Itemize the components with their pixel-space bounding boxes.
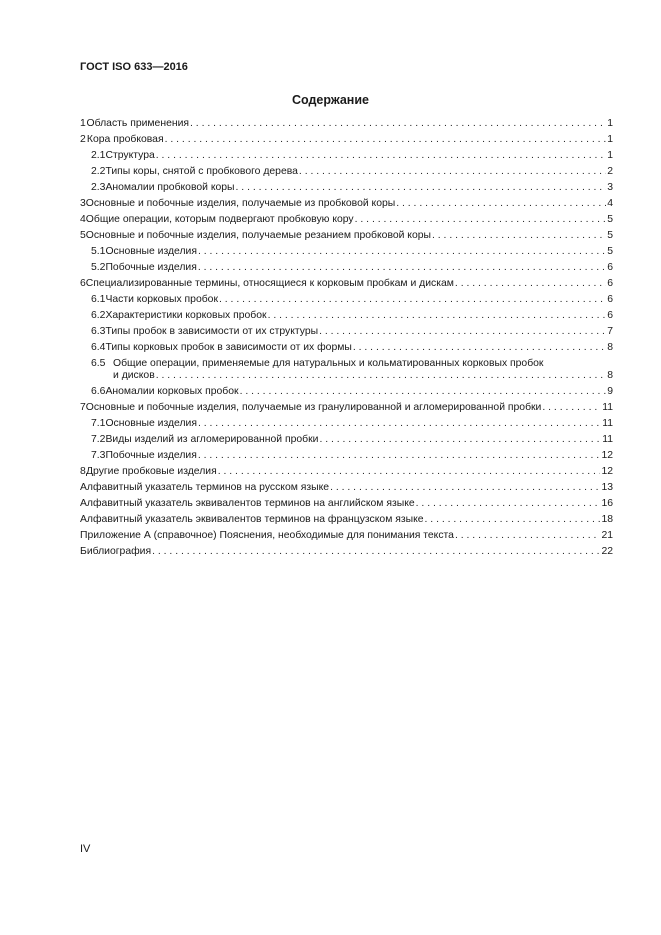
toc-entry[interactable] <box>80 134 613 150</box>
toc-entry-row <box>91 418 613 430</box>
toc-entry-number: 2.2 <box>91 166 106 177</box>
toc-entry-title: Аномалии пробковой коры <box>105 182 235 193</box>
toc-leader-dots <box>198 246 606 258</box>
toc-entry-page: 9 <box>607 386 613 397</box>
toc-leader-dots <box>455 278 606 290</box>
toc-leader-dots <box>152 546 600 558</box>
toc-entry-page: 22 <box>601 546 613 557</box>
toc-leader-dots <box>236 182 607 194</box>
toc-entry-row <box>80 230 613 242</box>
toc-entry-title: Структура <box>105 150 155 161</box>
toc-entry-page: 16 <box>601 498 613 509</box>
toc-entry-title: Побочные изделия <box>105 262 197 273</box>
toc-entry-number: 7.3 <box>91 450 106 461</box>
toc-entry-number: 6.6 <box>91 386 106 397</box>
toc-entry[interactable] <box>80 466 613 482</box>
toc-entry[interactable] <box>80 358 613 386</box>
toc-leader-dots <box>198 262 606 274</box>
toc-entry-row <box>91 166 613 178</box>
toc-leader-dots <box>190 118 606 130</box>
toc-entry-number: 7 <box>80 402 86 413</box>
toc-entry[interactable] <box>80 514 613 530</box>
toc-entry[interactable] <box>80 450 613 466</box>
toc-entry-page: 1 <box>607 118 613 129</box>
toc-entry-number: 5 <box>80 230 86 241</box>
toc-title: Содержание <box>291 93 369 107</box>
toc-leader-dots <box>353 342 606 354</box>
toc-entry-title: Библиография <box>80 546 152 557</box>
toc-entry-title: Другие пробковые изделия <box>86 466 217 477</box>
toc-entry[interactable] <box>80 386 613 402</box>
toc-entry-page: 5 <box>607 246 613 257</box>
toc-entry-page: 18 <box>601 514 613 525</box>
toc-entry-row <box>80 214 613 226</box>
toc-leader-dots <box>219 294 606 306</box>
toc-leader-dots <box>165 134 607 146</box>
toc-entry-title: Характеристики корковых пробок <box>105 310 267 321</box>
toc-leader-dots <box>198 418 601 430</box>
toc-entry-number: 2.3 <box>91 182 106 193</box>
toc-entry-row <box>80 498 613 510</box>
toc-entry-row <box>91 150 613 162</box>
toc-entry-row <box>91 434 613 446</box>
toc-leader-dots <box>319 326 606 338</box>
toc-entry-row <box>91 342 613 354</box>
toc-entry[interactable] <box>80 278 613 294</box>
toc-entry-number: 7.2 <box>91 434 106 445</box>
toc-entry-title: Основные и побочные изделия, получаемые из пробковой коры <box>85 198 396 209</box>
toc-entry-number: 6 <box>80 278 86 289</box>
toc-entry-title: Общие операции, которым подвергают пробковую кору <box>85 214 354 225</box>
table-of-contents <box>80 118 613 562</box>
toc-entry[interactable] <box>80 166 613 182</box>
toc-entry-row <box>91 294 613 306</box>
toc-entry[interactable] <box>80 150 613 166</box>
toc-entry-page: 6 <box>607 278 613 289</box>
toc-entry-title: Алфавитный указатель эквивалентов терминов на английском языке <box>80 498 415 509</box>
toc-entry-page: 8 <box>607 342 613 353</box>
toc-entry-title-continued: и дисков <box>113 370 155 381</box>
toc-entry[interactable] <box>80 434 613 450</box>
toc-entry-title: Кора пробковая <box>86 134 164 145</box>
toc-leader-dots <box>268 310 607 322</box>
toc-entry-line2 <box>91 370 613 382</box>
toc-entry[interactable] <box>80 246 613 262</box>
toc-entry-page: 6 <box>607 310 613 321</box>
toc-entry-page: 4 <box>607 198 613 209</box>
toc-entry-row <box>80 198 613 210</box>
toc-leader-dots <box>156 370 607 382</box>
toc-entry[interactable] <box>80 262 613 278</box>
toc-entry-page: 5 <box>607 230 613 241</box>
toc-entry-page: 1 <box>607 134 613 145</box>
toc-entry-row <box>80 466 613 478</box>
toc-leader-dots <box>432 230 606 242</box>
toc-entry[interactable] <box>80 418 613 434</box>
toc-entry-title: Части корковых пробок <box>105 294 218 305</box>
toc-entry[interactable] <box>80 546 613 562</box>
toc-entry-number: 6.3 <box>91 326 106 337</box>
toc-entry-title: Специализированные термины, относящиеся к корковым пробкам и дискам <box>85 278 454 289</box>
toc-entry-row <box>80 134 613 146</box>
toc-entry-title: Основные изделия <box>105 418 197 429</box>
toc-entry-row <box>91 326 613 338</box>
toc-entry-row <box>80 278 613 290</box>
toc-entry-row <box>80 530 613 542</box>
toc-leader-dots <box>198 450 601 462</box>
toc-leader-dots <box>396 198 606 210</box>
toc-entry-page: 12 <box>601 450 613 461</box>
toc-leader-dots <box>455 530 600 542</box>
toc-entry-number: 6.4 <box>91 342 106 353</box>
toc-entry[interactable] <box>80 326 613 342</box>
toc-entry[interactable] <box>80 198 613 214</box>
toc-entry-number: 3 <box>80 198 86 209</box>
toc-leader-dots <box>218 466 601 478</box>
toc-entry-page: 13 <box>601 482 613 493</box>
toc-entry-page: 21 <box>601 530 613 541</box>
toc-entry-page: 5 <box>607 214 613 225</box>
toc-entry-title: Основные и побочные изделия, получаемые резанием пробковой коры <box>85 230 431 241</box>
toc-entry-number: 4 <box>80 214 86 225</box>
toc-entry-title: Основные изделия <box>105 246 197 257</box>
toc-entry[interactable] <box>80 310 613 326</box>
toc-entry-title: Побочные изделия <box>105 450 197 461</box>
toc-entry-page: 11 <box>602 402 613 413</box>
toc-entry[interactable] <box>80 214 613 230</box>
toc-leader-dots <box>416 498 601 510</box>
toc-entry[interactable] <box>80 342 613 358</box>
toc-entry-title: Типы пробок в зависимости от их структуры <box>105 326 319 337</box>
toc-entry-page: 3 <box>607 182 613 193</box>
toc-entry-row <box>80 482 613 494</box>
toc-entry-number: 6.5 <box>91 358 106 369</box>
toc-entry[interactable] <box>80 530 613 546</box>
toc-leader-dots <box>240 386 607 398</box>
toc-entry-row <box>91 262 613 274</box>
toc-entry-title: Типы корковых пробок в зависимости от их формы <box>105 342 352 353</box>
toc-entry[interactable] <box>80 482 613 498</box>
toc-entry-number: 6.1 <box>91 294 106 305</box>
toc-entry-number: 5.2 <box>91 262 106 273</box>
page-number: IV <box>80 843 91 855</box>
toc-entry-title: Алфавитный указатель терминов на русском языке <box>80 482 330 493</box>
toc-entry-number: 2 <box>80 134 86 145</box>
toc-leader-dots <box>330 482 600 494</box>
toc-entry-line1 <box>91 358 613 370</box>
toc-entry-title: Приложение А (справочное) Пояснения, необходимые для понимания текста <box>80 530 454 541</box>
toc-entry-page: 6 <box>607 262 613 273</box>
toc-entry-row <box>91 182 613 194</box>
toc-leader-dots <box>425 514 601 526</box>
toc-entry-page: 2 <box>607 166 613 177</box>
toc-entry-row <box>80 402 613 414</box>
toc-entry-title: Область применения <box>86 118 190 129</box>
toc-entry-row <box>91 450 613 462</box>
toc-entry-row <box>80 118 613 130</box>
toc-entry-number: 6.2 <box>91 310 106 321</box>
toc-entry-title: Виды изделий из агломерированной пробки <box>105 434 319 445</box>
toc-entry-page: 7 <box>607 326 613 337</box>
toc-entry-row <box>91 386 613 398</box>
toc-entry-row <box>91 246 613 258</box>
toc-leader-dots <box>299 166 606 178</box>
toc-entry-page: 6 <box>607 294 613 305</box>
toc-entry-page: 8 <box>607 370 613 381</box>
document-id: ГОСТ ISO 633—2016 <box>80 61 188 73</box>
toc-entry[interactable] <box>80 230 613 246</box>
toc-leader-dots <box>355 214 607 226</box>
toc-entry[interactable] <box>80 118 613 134</box>
toc-entry[interactable] <box>80 182 613 198</box>
toc-entry[interactable] <box>80 498 613 514</box>
toc-entry-number: 8 <box>80 466 86 477</box>
toc-entry-title: Аномалии корковых пробок <box>105 386 239 397</box>
toc-entry[interactable] <box>80 402 613 418</box>
toc-entry-page: 11 <box>602 434 613 445</box>
toc-entry-number: 1 <box>80 118 86 129</box>
toc-entry-title: Общие операции, применяемые для натуральных и кольматированных корковых пробок <box>113 358 544 369</box>
toc-entry-row <box>80 546 613 558</box>
toc-entry-number: 2.1 <box>91 150 106 161</box>
toc-entry-title: Основные и побочные изделия, получаемые из гранулированной и агломерированной пробки <box>85 402 542 413</box>
toc-leader-dots <box>542 402 601 414</box>
toc-entry-title: Типы коры, снятой с пробкового дерева <box>105 166 298 177</box>
toc-entry-title: Алфавитный указатель эквивалентов терминов на французском языке <box>80 514 424 525</box>
toc-entry-row <box>91 310 613 322</box>
toc-leader-dots <box>319 434 601 446</box>
toc-entry-page: 11 <box>602 418 613 429</box>
toc-leader-dots <box>156 150 606 162</box>
toc-entry-number: 5.1 <box>91 246 106 257</box>
toc-entry[interactable] <box>80 294 613 310</box>
toc-entry-row <box>80 514 613 526</box>
toc-entry-page: 12 <box>601 466 613 477</box>
toc-entry-page: 1 <box>607 150 613 161</box>
toc-entry-number: 7.1 <box>91 418 106 429</box>
